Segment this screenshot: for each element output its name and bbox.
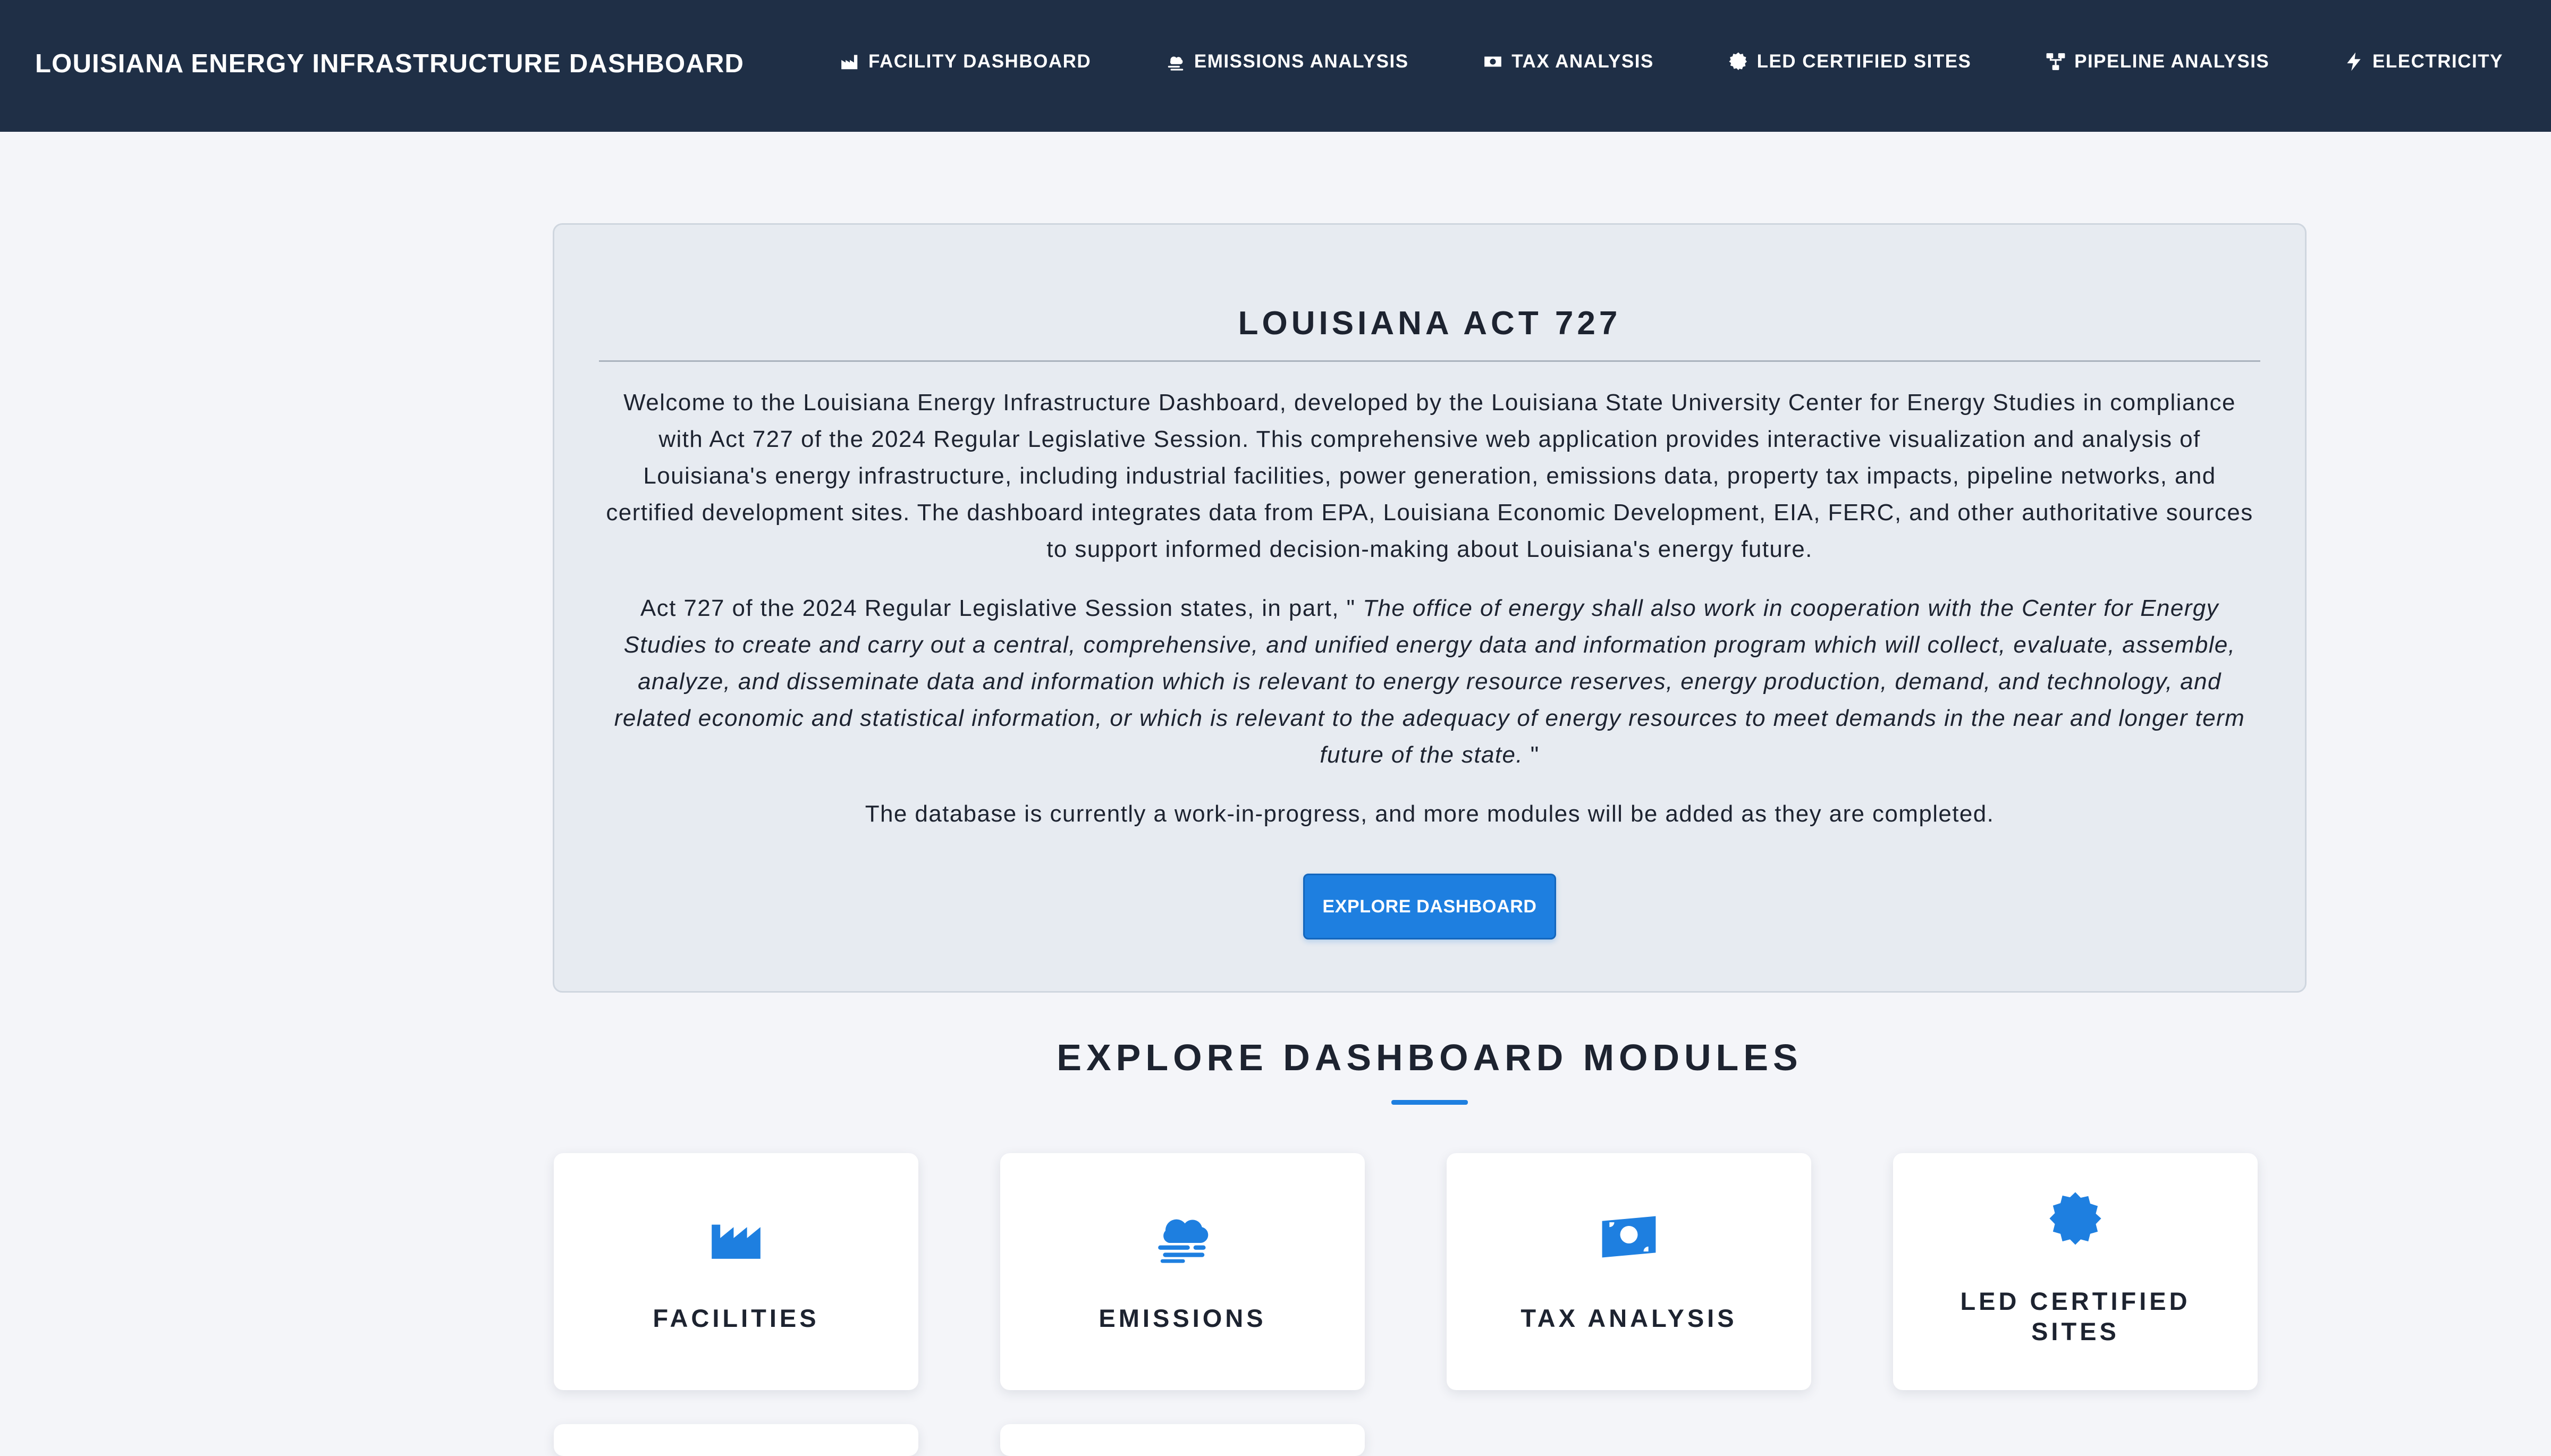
nav-item-facility-dashboard[interactable] [840,51,1091,72]
certificate-icon [1728,52,1748,72]
nav-item-label: ELECTRICITY [2372,51,2503,72]
act-727-card [553,223,2307,993]
network-icon [2046,52,2066,72]
module-card-tax-analysis[interactable] [1447,1153,1811,1390]
act-quote-tail: " [1523,742,1540,768]
act-quote-text: The office of energy shall also work in cooperation with the Center for Energy Studies to create and carry out a central, comprehensive, and unified energy data and information program which will collect, evaluate, assemble, analyze, and disseminate data and information which is relevant to energy resource reserves, energy production, demand, and technology, and related economic and statistical information, or which is relevant to the adequacy of energy resources to meet demands in the near and longer term future of the state. [614,595,2245,768]
smog-icon [1153,1205,1212,1264]
modules-title-underline [1391,1100,1468,1105]
app-title[interactable]: LOUISIANA ENERGY INFRASTRUCTURE DASHBOARD [35,49,745,78]
module-card-partial[interactable] [554,1424,918,1456]
act-quote-lead: Act 727 of the 2024 Regular Legislative Session states, in part, " [640,595,1363,621]
certificate-icon [2046,1189,2105,1248]
nav-item-label: PIPELINE ANALYSIS [2074,51,2270,72]
nav-item-label: EMISSIONS ANALYSIS [1194,51,1409,72]
module-card-emissions[interactable] [1000,1153,1365,1390]
nav-item-label: TAX ANALYSIS [1511,51,1654,72]
module-card-label: FACILITIES [653,1304,820,1332]
module-card-label: EMISSIONS [1099,1304,1266,1332]
module-card-label: TAX ANALYSIS [1521,1304,1737,1332]
module-card-facilities[interactable] [554,1153,918,1390]
industry-icon [707,1205,765,1264]
top-navbar [0,0,2551,132]
nav-item-led-certified-sites[interactable] [1728,51,1972,72]
status-paragraph: The database is currently a work-in-progress, and more modules will be added as they are completed. [865,801,1995,827]
money-bill-icon [1600,1205,1658,1264]
nav-item-tax-analysis[interactable] [1483,51,1654,72]
factory-icon [840,52,860,72]
act-quote-paragraph [599,590,2260,773]
intro-paragraph: Welcome to the Louisiana Energy Infrastructure Dashboard, developed by the Louisiana State University Center for Energy Studies in compliance with Act 727 of the 2024 Regular Legislative Session. This comprehensive web application provides interactive visualization and analysis of Louisiana's energy infrastructure, including industrial facilities, power generation, emissions data, property tax impacts, pipeline networks, and certified development sites. The dashboard integrates data from EPA, Louisiana Economic Development, EIA, FERC, and other authoritative sources to support informed decision-making about Louisiana's energy future. [606,390,2253,562]
modules-section-title: EXPLORE DASHBOARD MODULES [1057,1037,1803,1078]
module-card-partial[interactable] [1000,1424,1365,1456]
bolt-icon [2344,52,2364,72]
nav-item-label: LED CERTIFIED SITES [1756,51,1972,72]
nav-item-label: FACILITY DASHBOARD [868,51,1092,72]
nav-links [840,51,2503,72]
module-card-led-certified-sites[interactable] [1893,1153,2258,1390]
nav-item-emissions-analysis[interactable] [1165,51,1409,72]
module-card-label: LED CERTIFIED SITES [1960,1287,2191,1345]
smog-icon [1165,52,1186,72]
hero-divider [599,360,2260,362]
nav-item-pipeline-analysis[interactable] [2046,51,2269,72]
explore-dashboard-button[interactable]: EXPLORE DASHBOARD [1303,874,1556,939]
money-bill-icon [1483,52,1503,72]
nav-item-electricity[interactable] [2344,51,2503,72]
hero-title: LOUISIANA ACT 727 [1238,305,1621,342]
